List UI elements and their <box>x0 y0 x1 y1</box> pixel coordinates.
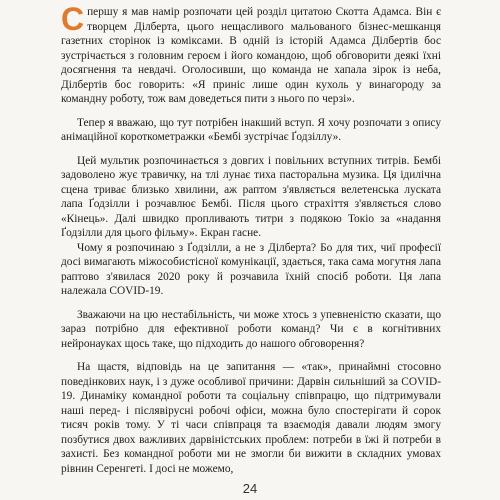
drop-cap: С <box>61 1 85 37</box>
paragraph-3: Цей мультик розпочинається з довгих і повільних вступних титрів. Бембі задоволено жує травичку, на тлі лунає тиха пасторальна музика. Ця ідилічна сцена триває близько хвилини, аж раптом з'являється велетенська луската лапа Ґодзілли і розчавлює Бембі. Після цього страхіття з'являється слово «Кінець». Далі швидко пропливають титри з подякою Токіо за «надання Ґодзілли для цього фільму». Екран гасне. <box>61 154 441 239</box>
page-number: 24 <box>242 481 258 496</box>
paragraph-1-text: першу я мав намір розпочати цей розділ цитатою Скотта Адамса. Він є творцем Ділберта, цього нещасливого мальованого бізнес-мешканця газетних сторінок із коміксами. В одній із історій Адамса Ділбертів бос зустрічається з головним героєм і його командою, щоб обговорити деякі їхні досягнення та невдачі. Оголосивши, що команда не хапала зірок із неба, Ділбертів бос говорить: «Я приніс лише один кухоль у винагороду за командну роботу, тож вам доведеться пити з нього по черзі». <box>61 6 441 105</box>
paragraph-2: Тепер я вважаю, що тут потрібен інакший вступ. Я хочу розпочати з опису анімаційної короткометражки «Бембі зустрічає Ґодзіллу». <box>61 116 441 143</box>
paragraph-5: Зважаючи на цю нестабільність, чи може хтось з упевненістю сказати, що зараз потрібно для ефективної роботи команд? Чи є в когнітивних нейронауках щось таке, що підходить до нашого обговорення? <box>61 308 441 350</box>
paragraph-4: Чому я розпочинаю з Ґодзілли, а не з Ділберта? Бо для тих, чиї професії досі вимагають міжособистісної комунікації, здається, така сама могутня лапа раптово з'явилася 2020 року й розчавила їхній спосіб роботи. Ця лапа належала COVID-19. <box>61 241 441 297</box>
paragraph-6: На щастя, відповідь на це запитання — «так», принаймні стосовно поведінкових наук, і з дуже особливої причини: Дарвін сильніший за COVID-19. Динаміку командної роботи та соціальну співпрацю, що підтримували наші перед- і післявірусні робочі офіси, можна було спостерігати й сорок тисяч років тому. У ті часи співпраця та взаємодія давали людям змогу позбутися двох важливих дарвіністських проблем: потреби в їжі й потреби в захисті. Без командної роботи ми не змогли би вижити в складних умовах рівнин Серенгеті. І досі не можемо, <box>61 361 441 475</box>
book-page <box>61 1 441 495</box>
paragraph-1 <box>61 1 441 107</box>
